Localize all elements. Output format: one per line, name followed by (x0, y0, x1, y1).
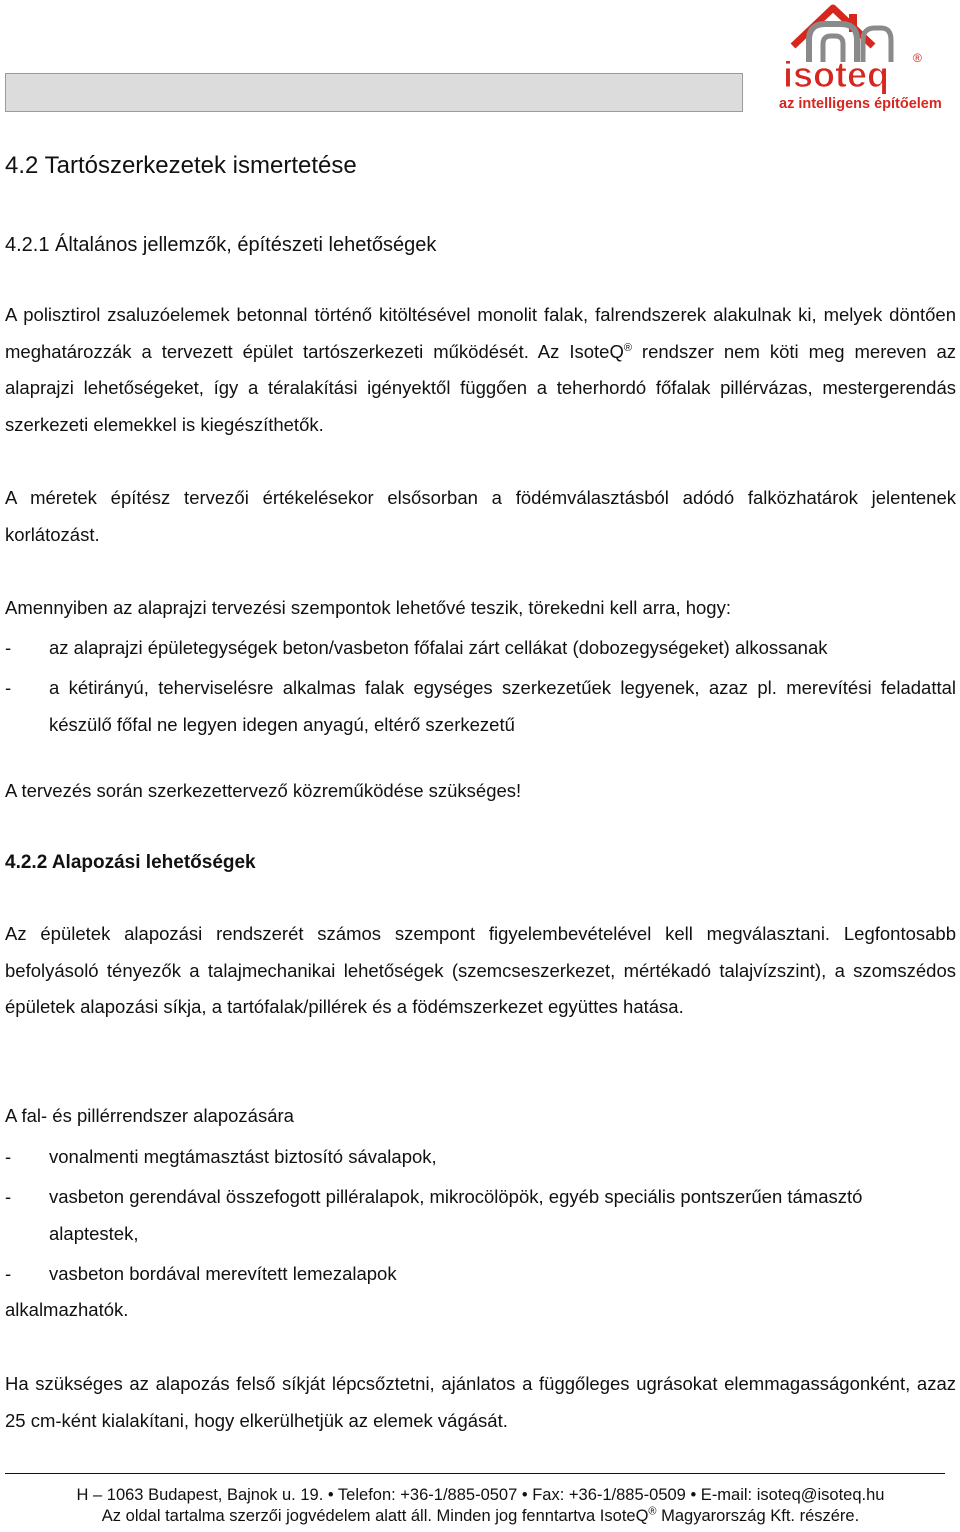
footer-divider (5, 1473, 945, 1474)
footer-copyright-text-2: Magyarország Kft. részére. (656, 1507, 860, 1525)
paragraph-foundation: Az épületek alapozási rendszerét számos szempont figyelembevételével kell megválasztani. Legfontosabb befolyásoló tényezők a talajmechanikai lehetőségek (szemcseszerkezet, mértékadó talajvízszint), a szomszédos épületek alapozási síkja, a tartófalak/pillérek és a födémszerkezet együttes hatása. (5, 923, 956, 1017)
subsection-title-foundation: 4.2.2 Alapozási lehetőségek (5, 852, 256, 873)
subsection-title-general: 4.2.1 Általános jellemzők, építészeti lehetőségek (5, 234, 437, 256)
list-dash: - (5, 1186, 12, 1207)
list-dash: - (5, 1146, 12, 1167)
section-title: 4.2 Tartószerkezetek ismertetése (5, 152, 357, 179)
paragraph-foundation-list-intro: A fal- és pillérrendszer alapozására (5, 1105, 294, 1126)
isoteq-logo (775, 2, 957, 114)
footer-contact: H – 1063 Budapest, Bajnok u. 19. • Telefon: +36-1/885-0507 • Fax: +36-1/885-0509 • E-mail: isoteq@isoteq.hu (76, 1486, 885, 1504)
header-bar (5, 73, 743, 112)
paragraph-intro-text-2: rendszer nem köti meg mereven az alaprajzi lehetőségeket, így a téralakítási igényektől függően a teherhordó főfalak pillérvázas, mestergerendás szerkezeti elemekkel is kiegészíthetők. (5, 340, 956, 435)
list-item-text: vasbeton gerendával összefogott pilléralapok, mikrocölöpök, egyéb speciális pontszerűen támasztó alaptestek, (49, 1186, 863, 1244)
list-item-text: az alaprajzi épületegységek beton/vasbeton főfalai zárt cellákat (dobozegységeket) alkossanak (49, 637, 828, 658)
logo-tagline: az intelligens építőelem (779, 96, 942, 112)
paragraph-stepping: Ha szükséges az alapozás felső síkját lépcsőztetni, ajánlatos a függőleges ugrásokat elemmagasságonként, azaz 25 cm-ként kialakítani, hogy elkerülhetjük az elemek vágását. (5, 1373, 956, 1431)
registered-mark: ® (648, 1505, 657, 1518)
paragraph-intro-text-1: A polisztirol zsaluzóelemek betonnal történő kitöltésével monolit falak, falrendszerek alakulnak ki, melyek döntően meghatározzák a tervezett épület tartószerkezeti működését. Az IsoteQ (5, 304, 956, 362)
paragraph-applicable: alkalmazhatók. (5, 1299, 129, 1320)
footer-copyright-text-1: Az oldal tartalma szerzői jogvédelem alatt áll. Minden jog fenntartva IsoteQ (101, 1507, 649, 1525)
footer-copyright (5, 1507, 956, 1526)
list-item-text: vonalmenti megtámasztást biztosító sávalapok, (49, 1146, 437, 1167)
list-dash: - (5, 677, 12, 698)
paragraph-structural-note: A tervezés során szerkezettervező közreműködése szükséges! (5, 780, 522, 801)
list-item-text: a kétirányú, teherviselésre alkalmas falak egységes szerkezetűek legyenek, azaz pl. merevítési feladattal készülő főfal ne legyen idegen anyagú, eltérő szerkezetű (49, 677, 956, 735)
paragraph-conditions: Amennyiben az alaprajzi tervezési szempontok lehetővé teszik, törekedni kell arra, hogy: (5, 597, 731, 618)
logo-brand: isoteq (783, 54, 890, 95)
list-dash: - (5, 637, 12, 658)
list-dash: - (5, 1263, 12, 1284)
paragraph-dimensions: A méretek építész tervezői értékelésekor elsősorban a födémválasztásból adódó falközhatárok jelentenek korlátozást. (5, 487, 956, 545)
paragraph-intro (5, 297, 956, 443)
registered-mark: ® (623, 341, 632, 354)
list-item-text: vasbeton bordával merevített lemezalapok (49, 1263, 397, 1284)
logo-registered: ® (913, 51, 922, 65)
